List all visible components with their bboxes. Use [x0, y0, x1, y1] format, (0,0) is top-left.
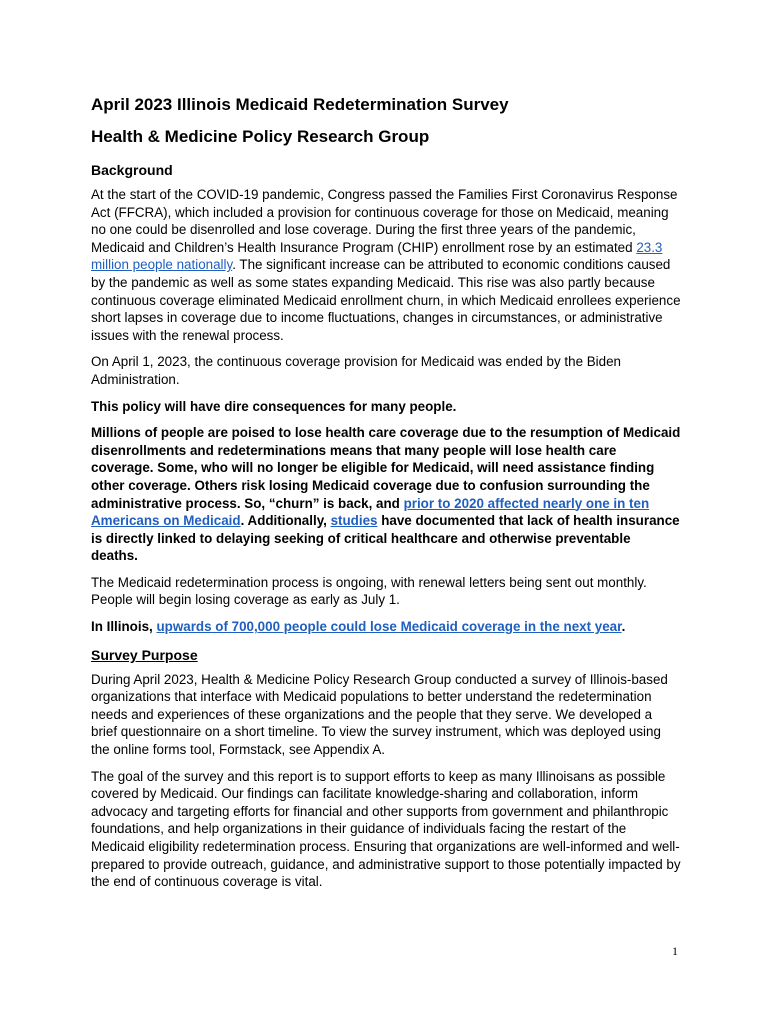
studies-link[interactable]: studies	[330, 513, 378, 529]
background-paragraph-5: The Medicaid redetermination process is ongoing, with renewal letters being sent out monthly. People will begin losing coverage as early as July 1.	[91, 574, 647, 608]
background-paragraph-4: Millions of people are poised to lose health care coverage due to the resumption of Medicaid disenrollments and redeterminations means that many people will lose health care coverage. Some, who will no longer be eligible for Medicaid, will need assistance finding other coverage. Others risk losing Medicaid coverage due to confusion surrounding the administrative process. So, “churn” is back, and prior to 2020 affected nearly one in ten Americans on Medicaid. Additionally, studies have documented that lack of health insurance is directly linked to delaying seeking of critical healthcare and otherwise preventable deaths.	[91, 425, 681, 564]
background-heading: Background	[91, 162, 173, 178]
background-paragraph-2: On April 1, 2023, the continuous coverage provision for Medicaid was ended by the Biden Administration.	[91, 354, 622, 387]
churn-link[interactable]: prior to 2020 affected nearly one in ten Americans on Medicaid	[91, 495, 650, 529]
purpose-paragraph-2: The goal of the survey and this report is to support efforts to keep as many Illinoisans as possible covered by Medicaid. Our findings can facilitate knowledge-sharing and collaboration, inform advocacy and targeting efforts for financial and other supports from government and philanthropic foundations, and help organizations in their guidance of individuals facing the restart of the Medicaid eligibility redetermination process. Ensuring that organizations are well-informed and well-prepared to provide outreach, guidance, and administrative support to those potentially impacted by the end of continuous coverage is vital.	[91, 768, 681, 890]
enrollment-link[interactable]: 23.3 million people nationally	[91, 239, 663, 273]
organization-name: Health & Medicine Policy Research Group	[91, 127, 430, 146]
document-title: April 2023 Illinois Medicaid Redetermination Survey	[91, 95, 509, 114]
illinois-coverage-link[interactable]: upwards of 700,000 people could lose Medicaid coverage in the next year	[156, 619, 622, 635]
page-number: 1	[672, 944, 678, 958]
survey-purpose-heading: Survey Purpose	[91, 646, 198, 663]
background-paragraph-1: At the start of the COVID-19 pandemic, Congress passed the Families First Coronavirus Response Act (FFCRA), which included a provision for continuous coverage for those on Medicaid, meaning no one could be disenrolled and lose coverage. During the first three years of the pandemic, Medicaid and Children’s Health Insurance Program (CHIP) enrollment rose by an estimated 23.3 million people nationally. The significant increase can be attributed to economic conditions caused by the pandemic as well as some states expanding Medicaid. This rise was also partly because continuous coverage eliminated Medicaid enrollment churn, in which Medicaid enrollees experience short lapses in coverage due to income fluctuations, changes in circumstances, or administrative issues with the renewal process.	[91, 187, 681, 343]
document-page	[91, 94, 681, 900]
purpose-paragraph-1: During April 2023, Health & Medicine Policy Research Group conducted a survey of Illinois-based organizations that interface with Medicaid populations to better understand the redetermination needs and experiences of these organizations and the people that they serve. We developed a brief questionnaire on a short timeline. To view the survey instrument, which was deployed using the online forms tool, Formstack, see Appendix A.	[91, 671, 668, 758]
illinois-statement: In Illinois, upwards of 700,000 people could lose Medicaid coverage in the next year.	[91, 619, 626, 635]
policy-consequence-statement: This policy will have dire consequences for many people.	[91, 398, 457, 414]
